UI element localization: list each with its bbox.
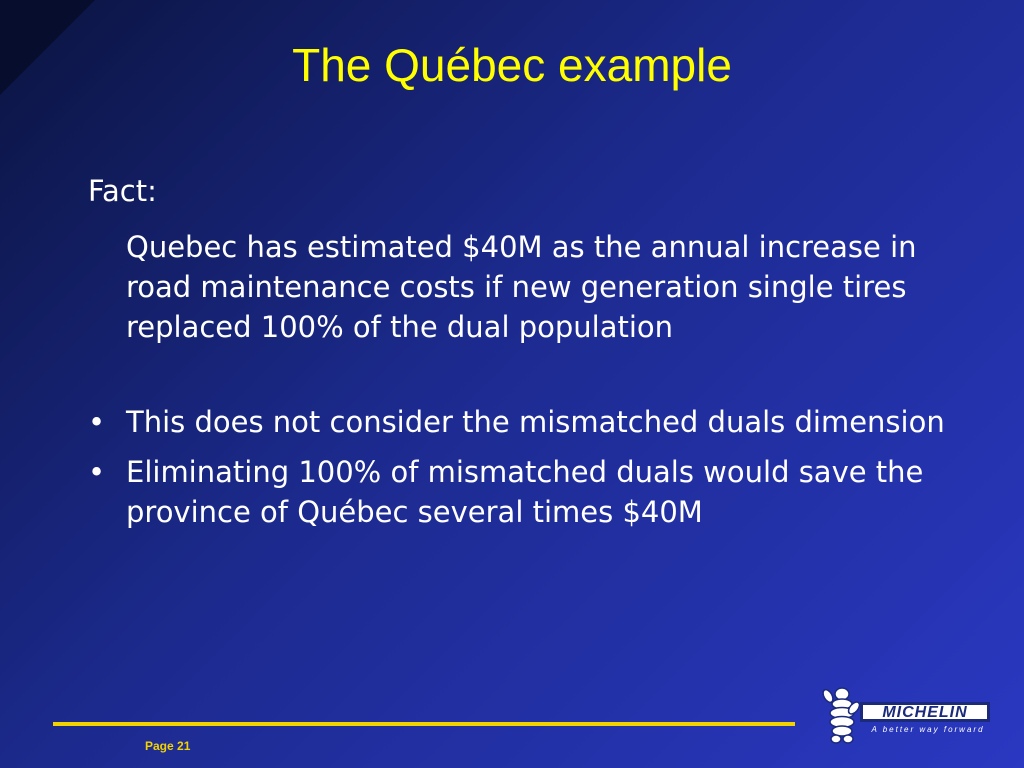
slide-content <box>88 171 948 542</box>
slide-title: The Québec example <box>292 39 732 91</box>
fact-text: Quebec has estimated $40M as the annual increase in road maintenance costs if new generation single tires replaced 100% of the dual population <box>126 230 917 344</box>
bullet-text: Eliminating 100% of mismatched duals would save the province of Québec several times $40M <box>126 455 924 529</box>
bullet-text: This does not consider the mismatched duals dimension <box>126 405 945 439</box>
bullet-marker: • <box>88 455 106 489</box>
page-number: Page 21 <box>145 739 191 753</box>
bullet-item <box>88 402 948 442</box>
logo-wordmark: MICHELIN <box>882 704 968 721</box>
bullet-list <box>88 402 948 532</box>
bibendum-icon <box>818 684 866 744</box>
bullet-marker: • <box>88 405 106 439</box>
bullet-item <box>88 452 948 532</box>
logo-wordmark-box <box>860 702 990 722</box>
footer-divider <box>53 722 795 726</box>
logo-tagline: A better way forward <box>871 725 985 734</box>
fact-label: Fact: <box>88 174 157 208</box>
michelin-logo <box>818 684 998 744</box>
